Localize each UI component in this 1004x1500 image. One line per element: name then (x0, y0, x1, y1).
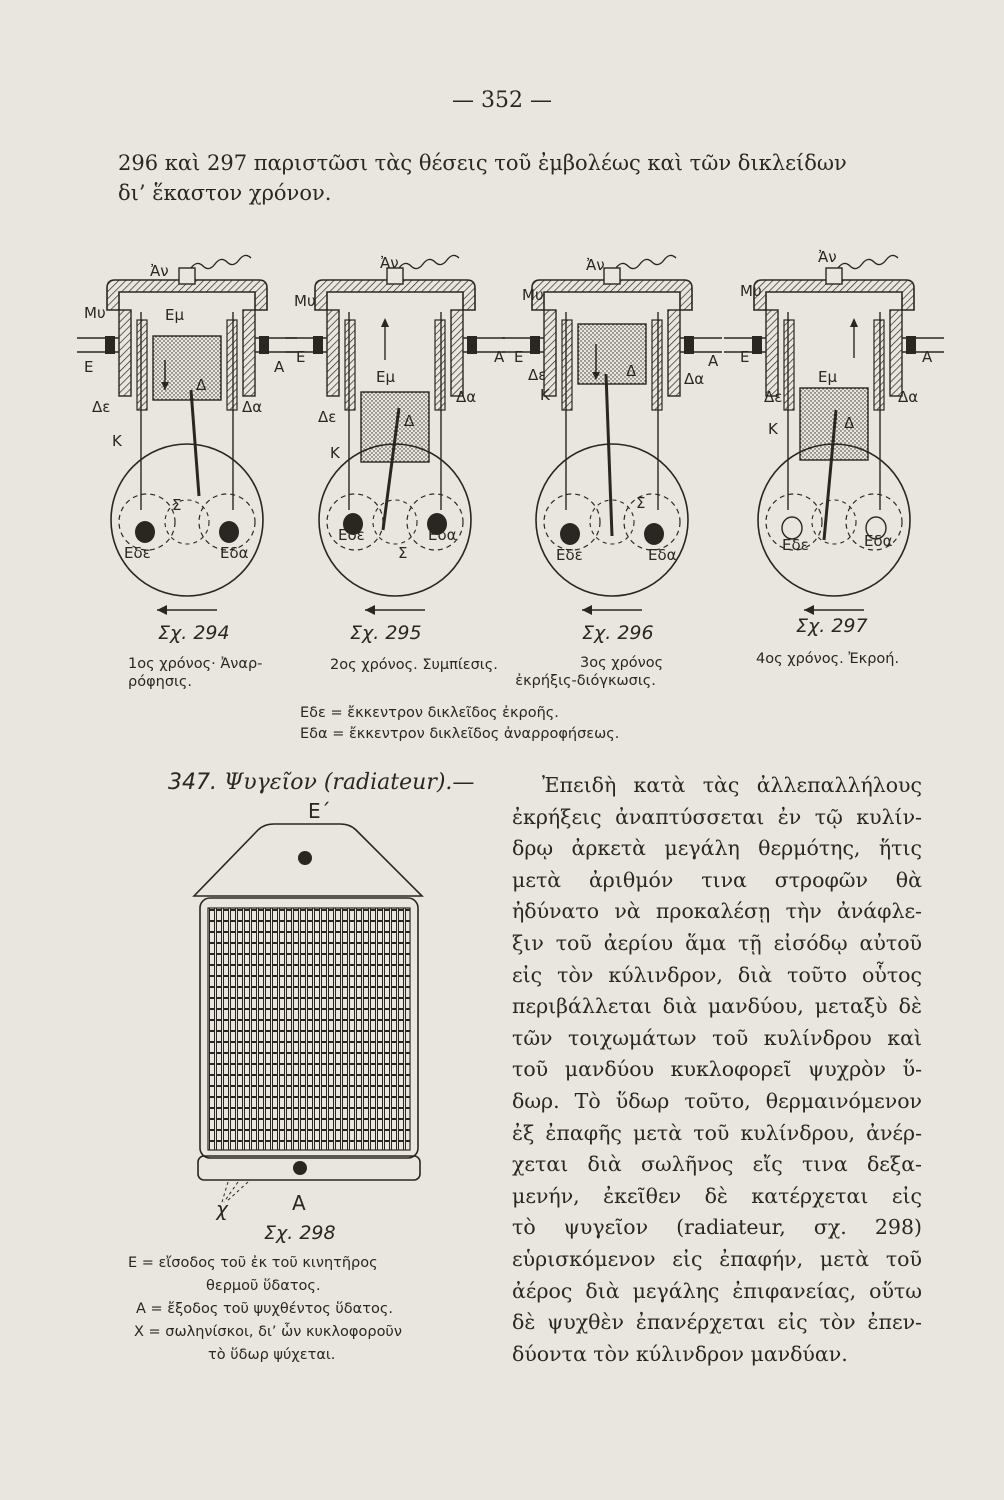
body-line: ξιν τοῦ ἀερίου ἅμα τῇ εἰσόδῳ αὐτοῦ (512, 930, 922, 955)
body-line: μετὰ ἀριθμόν τινα στροφῶν θὰ (512, 867, 922, 892)
label-a: Α (922, 348, 933, 366)
body-line: εὑρισκόμενον εἰς ἐπαφήν, μετὰ τοῦ (512, 1246, 922, 1271)
label-e: Ε (740, 348, 750, 366)
label-an: Ἀν (586, 256, 605, 274)
body-text (512, 770, 922, 1370)
page-number: — 352 — (452, 88, 552, 113)
label-em: Εμ (165, 306, 185, 324)
eccentric-legend (300, 703, 619, 745)
label-delta: Δ (844, 414, 855, 432)
subcaption-line: 4ος χρόνος. Ἐκροή. (756, 651, 900, 667)
body-line: ἐκρήξεις ἀναπτύσσεται ἐν τῷ κυλίν- (512, 804, 922, 829)
label-a: Α (494, 348, 505, 366)
body-line: δύοντα τὸν κύλινδρον μανδύαν. (512, 1341, 848, 1366)
body-line: δωρ. Τὸ ὕδωρ τοῦτο, θερμαινόμενον (512, 1088, 922, 1113)
body-line: δὲ ψυχθὲν ἐπανέρχεται εἰς τὸν ἐπεν- (512, 1310, 922, 1335)
engine-diagram-295 (285, 255, 505, 615)
legend-line: Α = ἔξοδος τοῦ ψυχθέντος ὕδατος. (136, 1301, 393, 1317)
legend-line: Εδε = ἔκκεντρον δικλεῖδος ἐκροῆς. (300, 705, 559, 721)
label-k: Κ (112, 432, 122, 450)
subcaption-line: 2ος χρόνος. Συμπίεσις. (330, 657, 498, 673)
label-k: Κ (540, 386, 550, 404)
intro-line: δι’ ἕκαστον χρόνον. (118, 181, 332, 205)
figure-caption-298: Σχ. 298 (264, 1222, 336, 1244)
legend-line: θερμοῦ ὕδατος. (206, 1278, 321, 1294)
label-em: Εμ (376, 368, 396, 386)
radiator-diagram (160, 800, 460, 1220)
label-k: Κ (330, 444, 340, 462)
label-e: Ε (514, 348, 524, 366)
label-de: Δε (318, 408, 337, 426)
label-ede: Εδε (124, 544, 151, 562)
figure-subcaption-294 (128, 655, 262, 691)
label-eda: Εδα (428, 526, 457, 544)
body-line: τὸ ψυγεῖον (radiateur, σχ. 298) (512, 1215, 922, 1240)
label-a: Α (274, 358, 285, 376)
label-de: Δε (92, 398, 111, 416)
legend-line: Εδα = ἔκκεντρον δικλεῖδος ἀναρροφήσεως. (300, 726, 620, 742)
label-a: Α (708, 352, 719, 370)
intro-line: 296 καὶ 297 παριστῶσι τὰς θέσεις τοῦ ἐμβολέως καὶ τῶν δικλείδων (118, 151, 847, 175)
figure-subcaption-295 (330, 656, 498, 674)
body-line: ἠδύνατο νὰ προκαλέσῃ τὴν ἀνάφλε- (512, 899, 922, 924)
label-e: Ε (296, 348, 306, 366)
label-da: Δα (684, 370, 705, 388)
figure-subcaption-297 (756, 650, 899, 668)
body-line: εἰς τὸν κύλινδρον, διὰ τοῦτο οὗτος (512, 962, 922, 987)
body-line: ἐξ ἐπαφῆς μετὰ τοῦ κυλίνδρου, ἀνέρ- (512, 1120, 922, 1145)
intro-paragraph (118, 148, 928, 208)
legend-line: τὸ ὕδωρ ψύχεται. (208, 1347, 336, 1363)
label-my: Μυ (522, 286, 544, 304)
legend-line: Ε = εἴσοδος τοῦ ἐκ τοῦ κινητῆρος (128, 1255, 378, 1271)
section-title: Ψυγεῖον (radiateur). (223, 770, 453, 795)
body-line: δρῳ ἀρκετὰ μεγάλη θερμότης, ἥτις (512, 836, 922, 861)
label-em: Εμ (818, 368, 838, 386)
label-my: Μυ (294, 292, 316, 310)
legend-line: Χ = σωληνίσκοι, δι’ ὧν κυκλοφοροῦν (134, 1324, 402, 1340)
section-heading (168, 770, 474, 795)
label-de: Δε (764, 388, 783, 406)
body-line: μενήν, ἐκεῖθεν δὲ κατέρχεται εἰς (512, 1183, 922, 1208)
engine-diagram-294 (77, 255, 297, 615)
figure-caption-294: Σχ. 294 (158, 622, 230, 644)
label-eda: Εδα (220, 544, 249, 562)
label-an: Ἀν (150, 262, 169, 280)
label-eda: Εδα (648, 546, 677, 564)
body-line: περιβάλλεται διὰ μανδύου, μεταξὺ δὲ (512, 994, 922, 1019)
radiator-label-e: Ε´ (308, 800, 331, 823)
body-line: τοῦ μανδύου κυκλοφορεῖ ψυχρὸν ὕ- (512, 1057, 922, 1082)
radiator-legend (128, 1252, 498, 1367)
label-an: Ἀν (380, 254, 399, 272)
figure-caption-295: Σχ. 295 (350, 622, 422, 644)
label-delta: Δ (196, 376, 207, 394)
figure-caption-296: Σχ. 296 (582, 622, 654, 644)
section-dash: — (452, 770, 475, 795)
label-k: Κ (768, 420, 778, 438)
body-line: τῶν τοιχωμάτων τοῦ κυλίνδρου καὶ (512, 1025, 922, 1050)
label-delta: Δ (626, 362, 637, 380)
label-an: Ἀν (818, 248, 837, 266)
figure-subcaption-296 (515, 654, 664, 690)
label-sigma: Σ (398, 544, 408, 562)
label-my: Μυ (84, 304, 106, 322)
body-line: ἀέρος διὰ μεγάλης ἐπιφανείας, οὕτω (512, 1278, 922, 1303)
label-ede: Εδε (782, 536, 809, 554)
label-my: Μυ (740, 282, 762, 300)
label-ede: Εδε (338, 526, 365, 544)
radiator-label-a: Α (292, 1191, 306, 1215)
label-da: Δα (456, 388, 477, 406)
engine-diagrams (0, 240, 1004, 620)
subcaption-line: ρόφησις. (128, 674, 193, 690)
engine-diagram-297 (724, 255, 944, 615)
body-line: Ἐπειδὴ κατὰ τὰς ἀλλεπαλλήλους (542, 773, 922, 797)
radiator-label-x: χ (216, 1197, 228, 1220)
figure-caption-297: Σχ. 297 (796, 615, 868, 637)
label-sigma: Σ (172, 496, 182, 514)
subcaption-line: ἐκρήξις-διόγκωσις. (515, 673, 656, 689)
label-de: Δε (528, 366, 547, 384)
label-eda: Εδα (864, 532, 893, 550)
body-line: χεται διὰ σωλῆνος εἴς τινα δεξα- (512, 1152, 922, 1177)
label-da: Δα (242, 398, 263, 416)
section-number: 347. (168, 770, 217, 795)
label-delta: Δ (404, 412, 415, 430)
engine-diagram-296 (502, 255, 722, 615)
label-e: Ε (84, 358, 94, 376)
label-da: Δα (898, 388, 919, 406)
subcaption-line: 1ος χρόνος· Ἀναρ- (128, 656, 263, 672)
label-ede: Εδε (556, 546, 583, 564)
subcaption-line: 3ος χρόνος (580, 655, 664, 671)
label-sigma: Σ (636, 494, 646, 512)
